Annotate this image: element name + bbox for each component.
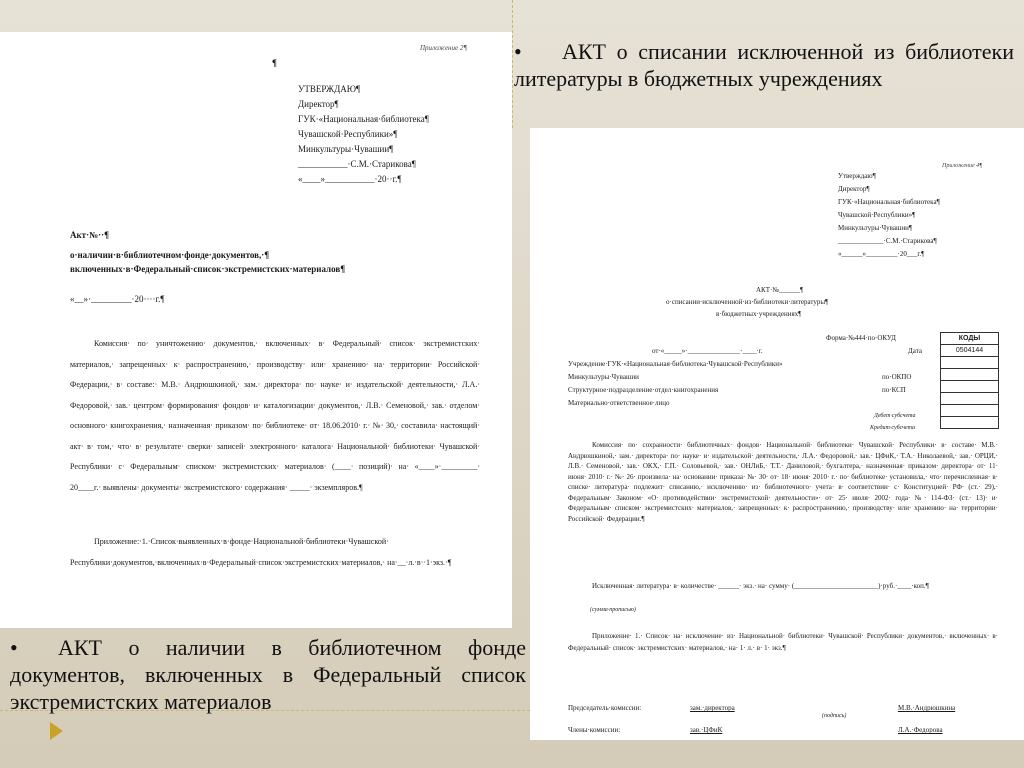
act-subject-line-1: о·списании·исключенной·из·библиотеки·литературы¶ bbox=[666, 298, 829, 306]
codes-table-cell bbox=[941, 405, 999, 417]
codes-table-cell bbox=[941, 357, 999, 369]
codes-table-cell bbox=[941, 369, 999, 381]
caption-presence-act bbox=[10, 634, 526, 715]
signature-hint: (подпись) bbox=[822, 713, 847, 719]
approval-line: «______»_________·20___г.¶ bbox=[838, 250, 925, 258]
appendix-label: Приложение 4¶ bbox=[942, 163, 983, 169]
bullet-mark: • bbox=[514, 39, 522, 64]
approval-line: «____»___________·20··г.¶ bbox=[298, 174, 402, 184]
caption-text: АКТ о наличии в библиотечном фонде документов, включенных в Федеральный список экстремистских материалов bbox=[10, 635, 526, 714]
appendix-paragraph: Приложение· 1.· Список· на· исключение· из· Национальной· библиотеки· Чувашской· Республики· документов,· включенных· в· Федеральный· список· экстремистских· материалов,· на· 1· л.· в· 1· экз.¶ bbox=[568, 632, 998, 652]
pilcrow-mark: ¶ bbox=[272, 58, 277, 68]
member-role: зав.·ЦФиК bbox=[690, 726, 723, 734]
next-slide-arrow-icon[interactable] bbox=[50, 722, 63, 740]
act-title: АКТ·№______¶ bbox=[756, 286, 804, 294]
approval-line: ГУК·«Национальная·библиотека¶ bbox=[838, 198, 940, 206]
approval-line: Директор¶ bbox=[838, 185, 870, 193]
approval-line: ___________·С.М.·Старикова¶ bbox=[298, 159, 416, 169]
codes-table-header: КОДЫ bbox=[941, 333, 999, 345]
debit-label: Дебет·субсчета bbox=[874, 413, 916, 419]
department-line: Структурное·подразделение·отдел·книгохранения bbox=[568, 386, 719, 394]
chairman-role: зам.·директора bbox=[690, 704, 735, 712]
form-okud-label: Форма·№444·по·ОКУД bbox=[826, 334, 896, 342]
appendix-paragraph: Приложение:·1.·Список·выявленных·в·фонде·Национальной·библиотеки·Чувашской· Республики·документов,·включенных·в·Федеральный·список·экстремистских·материалов,· на·__·л.·в··1·экз.·¶ bbox=[70, 537, 452, 567]
act-subject-line-2: в·бюджетных·учреждениях¶ bbox=[716, 310, 802, 318]
approval-line: Чувашской·Республики»¶ bbox=[298, 129, 398, 139]
ministry-line: Минкультуры·Чувашии bbox=[568, 373, 639, 381]
act-date-line: «__»·_________·20····г.¶ bbox=[70, 294, 165, 304]
act-subject-line-1: о·наличии·в·библиотечном·фонде·документов,·¶ bbox=[70, 250, 270, 260]
members-label: Члены·комиссии: bbox=[568, 726, 621, 734]
chairman-name: М.В.·Андрюшкина bbox=[898, 704, 956, 712]
date-label: Дата bbox=[908, 347, 922, 355]
approval-line: ГУК·«Национальная·библиотека¶ bbox=[298, 114, 429, 124]
responsible-person-line: Материально·ответственное·лицо bbox=[568, 399, 670, 407]
codes-table-cell bbox=[941, 381, 999, 393]
decorative-dashed-vertical-line bbox=[512, 0, 513, 128]
member-name: Л.А.·Федорова bbox=[898, 726, 943, 734]
approval-line: УТВЕРЖДАЮ¶ bbox=[298, 84, 361, 94]
chairman-label: Председатель·комиссии: bbox=[568, 704, 642, 712]
codes-table-cell: 0504144 bbox=[941, 345, 999, 357]
approval-line: _____________·С.М.·Старикова¶ bbox=[838, 237, 937, 245]
approval-line: Чувашской·Республики»¶ bbox=[838, 211, 916, 219]
okpo-label: по·ОКПО bbox=[882, 373, 912, 381]
caption-text: АКТ о списании исключенной из библиотеки литературы в бюджетных учреждениях bbox=[514, 39, 1014, 91]
codes-table-cell bbox=[941, 393, 999, 405]
ksp-label: по·КСП bbox=[882, 386, 906, 394]
excluded-literature-line: Исключенная· литература· в· количестве· ______· экз.· на· сумму· (________________________)·руб.·____·коп.¶ bbox=[592, 582, 929, 590]
bullet-mark: • bbox=[10, 635, 18, 660]
caption-writeoff-act bbox=[514, 38, 1014, 92]
commission-paragraph: Комиссия· по· сохранности· библиотечных· фондов· Национальной· библиотеки· Чувашской· Республики· в· составе· М.В.· Андрюшкиной,· зам.· директора· по· науке· и· издательской· деятельности,· Л.А.· Федоровой,· зав.· ЦФиК,· Т.А.· Николаевой,· зав.· ОРЦИ,· Л.В.· Семеновой,· зав.· ОКХ,· Г.П.· Соловьевой,· зав.· ОНЛиБ,· Т.Т.· Даниловой,· бухгалтера,· назначенная· приказом· директора· от· 11· июня· 2010· г.· №· 26· произвела· на· основании· приказа· №· 30· от· 18· июня· 2010· г.· по· библиотеке· установила,· что· перечисленная· в· списке· литература· подлежит· списанию,· исключению· из· библиотечного· учета· в· соответствии· с· Конституцией· РФ· (ст.· 29),· Федеральным· Законом· «О· противодействии· экстремистской· деятельности»· от· 25· июля· 2002· года· №· 114-ФЗ· (ст.· 13)· и· Федеральным· списком· экстремистских· материалов,· запрещенных· к· распространению,· производству· или· хранению· на· территории· Российской· Федерации.¶ bbox=[568, 441, 998, 523]
approval-line: Директор¶ bbox=[298, 99, 339, 109]
document-scan-writeoff-act bbox=[530, 128, 1024, 740]
document-scan-presence-act bbox=[0, 32, 512, 628]
appendix-label: Приложение 2¶ bbox=[420, 44, 468, 52]
approval-line: Минкультуры·Чувашии¶ bbox=[838, 224, 913, 232]
sum-in-words-hint: (сумма·прописью) bbox=[590, 607, 636, 613]
act-title: Акт·№··¶ bbox=[70, 230, 110, 240]
credit-label: Кредит·субсчета bbox=[870, 425, 916, 431]
codes-table bbox=[940, 332, 999, 429]
codes-table-cell bbox=[941, 417, 999, 429]
institution-line: Учреждение·ГУК·«Национальная·библиотека·Чувашской·Республики» bbox=[568, 360, 783, 368]
commission-paragraph: Комиссия· по· уничтожению· документов,· включенных· в· Федеральный· список· экстремистских· материалов,· запрещенных· к· распространению,· производству· или· хранению· на· территории· Российской· Федерации,· в· составе:· М.В.· Андрюшкиной,· зам.· директора· по· науке· и· издательской· деятельности,· Л.А.· Федоровой,· зав.· центром· формирования· фондов· и· каталогизации· документов,· Л.В.· Семеновой,· зав.· отделом· основного· книгохранения,· назначенная· приказом· по· библиотеке· от· 18.06.2010· г.· №· 30,· составила· настоящий· акт· в· том,· что· в· результате· сверки· записей· электронного· каталога· Национальной· библиотеки· Чувашской· Республики· с· Федеральным· списком· экстремистских· материалов· (____· позиций)· на· «____»·_________· 20____г.· выявлены· документы· экстремистского· содержания· _____· экземпляров.¶ bbox=[70, 339, 480, 492]
approval-line: Минкультуры·Чувашии¶ bbox=[298, 144, 394, 154]
approval-line: Утверждаю¶ bbox=[838, 172, 876, 180]
act-subject-line-2: включенных·в·Федеральный·список·экстремистских·материалов¶ bbox=[70, 264, 346, 274]
act-from-date: от·«_____»·_______________·____·г. bbox=[652, 347, 763, 355]
